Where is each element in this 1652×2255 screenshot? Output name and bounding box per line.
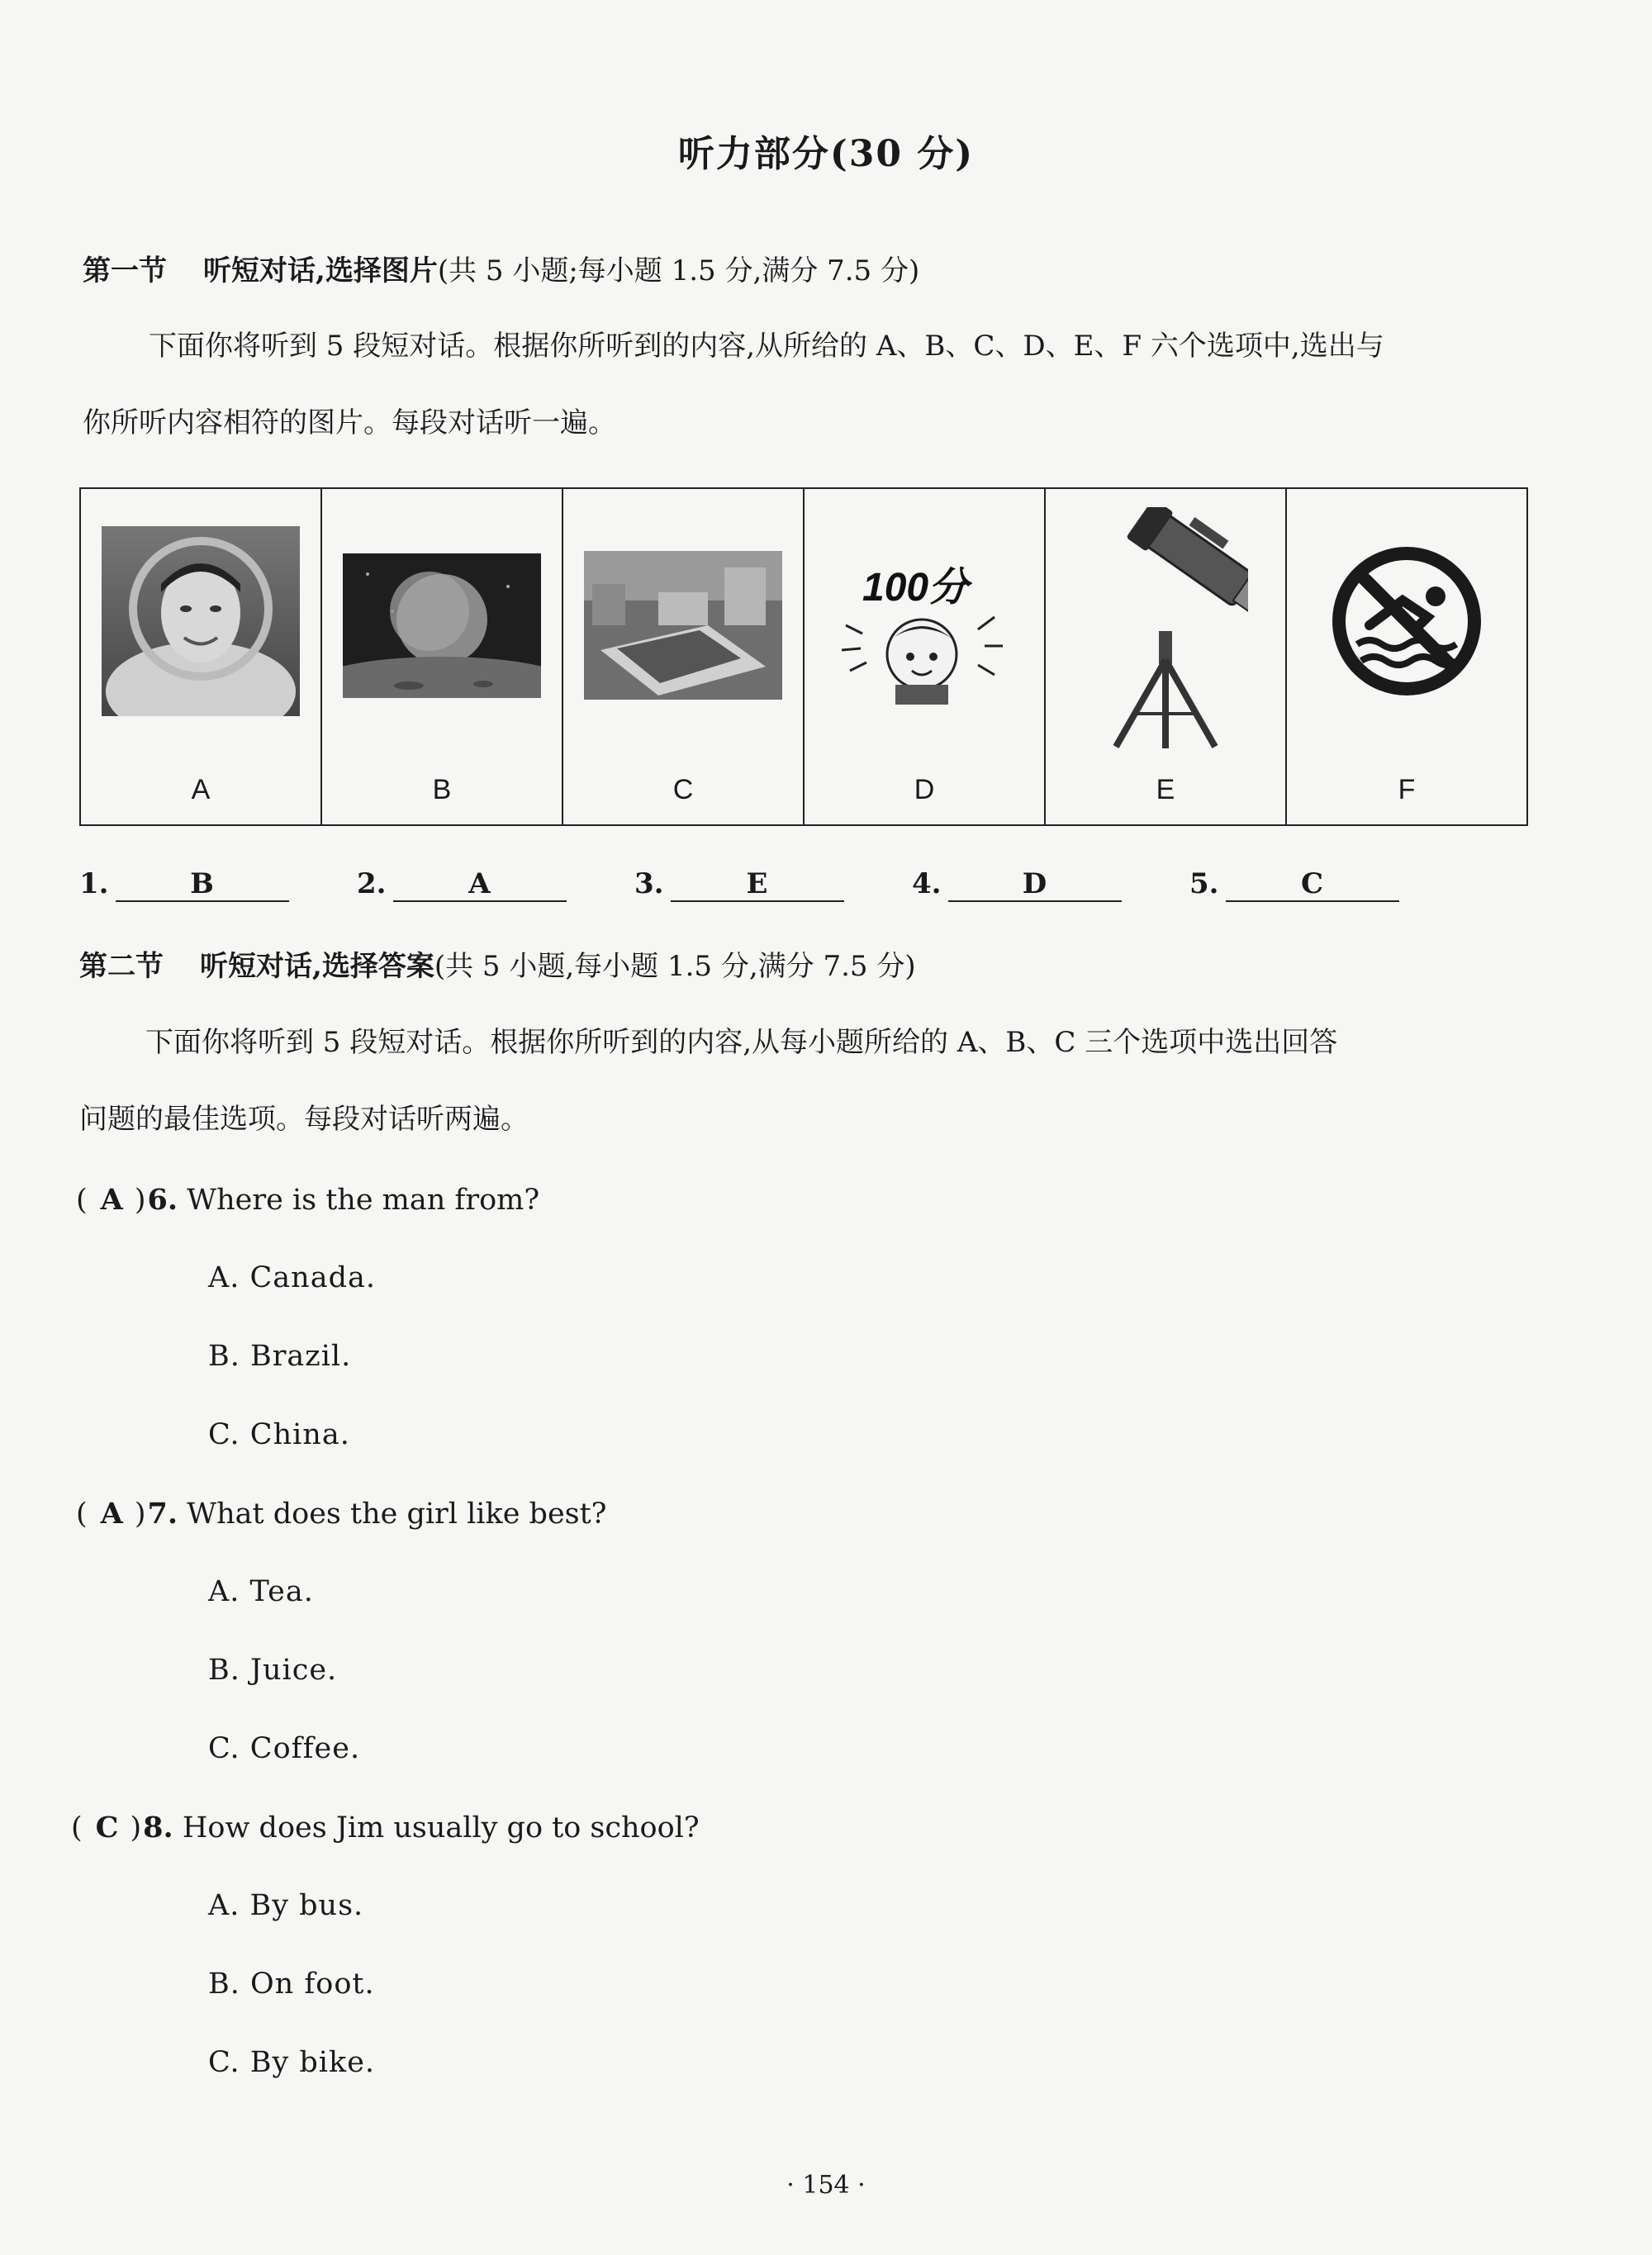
page-title: 听力部分(30 分): [677, 133, 975, 175]
answer-1: [79, 867, 289, 902]
question-6-answer[interactable]: A: [100, 1183, 123, 1217]
section1-number: 第一节: [83, 254, 167, 287]
question-8-option-c[interactable]: C. By bike.: [208, 2046, 376, 2079]
answer-4: [912, 867, 1122, 902]
section2-name: 听短对话,选择答案: [200, 950, 434, 983]
section1-name: 听短对话,选择图片: [203, 254, 438, 287]
answer-5-number: 5.: [1189, 867, 1219, 900]
picture-letter-a: A: [191, 774, 211, 805]
answer-1-number: 1.: [79, 867, 109, 900]
question-8-option-b[interactable]: B. On foot.: [208, 1968, 375, 2001]
question-7: ( A )7. What does the girl like best?: [76, 1497, 607, 1531]
picture-cell-c: [563, 489, 805, 824]
picture-cell-b: [322, 489, 563, 824]
question-7-option-c[interactable]: C. Coffee.: [208, 1732, 361, 1765]
picture-letter-f: F: [1398, 774, 1416, 805]
picture-cell-a: [81, 489, 322, 824]
question-7-option-a[interactable]: A. Tea.: [208, 1575, 314, 1608]
telescope-icon: [1083, 507, 1248, 755]
picture-letter-d: D: [914, 774, 935, 805]
picture-letter-e: E: [1156, 774, 1175, 805]
question-8-option-a[interactable]: A. By bus.: [208, 1889, 364, 1922]
question-6-option-b[interactable]: B. Brazil.: [208, 1340, 352, 1373]
question-6-number: 6.: [147, 1183, 178, 1217]
question-7-option-b[interactable]: B. Juice.: [208, 1654, 338, 1687]
question-6-option-a[interactable]: A. Canada.: [208, 1261, 376, 1294]
page-number: · 154 ·: [786, 2171, 866, 2200]
answer-5: [1189, 867, 1399, 902]
section2-number: 第二节: [79, 950, 164, 983]
picture-cell-f: [1287, 489, 1526, 824]
section2-instruction-line2: 问题的最佳选项。每段对话听两遍。: [79, 1103, 529, 1136]
question-8-number: 8.: [143, 1811, 173, 1844]
question-7-number: 7.: [147, 1497, 178, 1531]
section2-detail: (共 5 小题,每小题 1.5 分,满分 7.5 分): [434, 950, 916, 983]
question-6: ( A )6. Where is the man from?: [76, 1183, 540, 1217]
section1-instruction-line2: 你所听内容相符的图片。每段对话听一遍。: [83, 406, 616, 439]
score-text: 100分: [862, 566, 969, 610]
question-8-text: How does Jim usually go to school?: [182, 1811, 700, 1844]
picture-table: [79, 487, 1528, 826]
answer-2-blank[interactable]: A: [393, 867, 567, 902]
section2-instruction-line1: 下面你将听到 5 段短对话。根据你所听到的内容,从每小题所给的 A、B、C 三个选项中选出回答: [145, 1026, 1338, 1059]
astronaut-photo-icon: [102, 526, 300, 716]
answer-4-number: 4.: [912, 867, 942, 900]
answer-2: [357, 867, 567, 902]
question-7-answer[interactable]: A: [100, 1497, 123, 1531]
answer-3-blank[interactable]: E: [671, 867, 844, 902]
no-swimming-sign-icon: [1324, 539, 1489, 704]
answer-3-number: 3.: [634, 867, 664, 900]
section2-header: [79, 943, 916, 984]
answer-2-number: 2.: [357, 867, 387, 900]
answer-4-blank[interactable]: D: [948, 867, 1122, 902]
section1-instruction-line1: 下面你将听到 5 段短对话。根据你所听到的内容,从所给的 A、B、C、D、E、F 六个选项中,选出与: [149, 330, 1384, 363]
question-6-text: Where is the man from?: [187, 1184, 540, 1217]
picture-letter-c: C: [672, 774, 694, 805]
answer-5-blank[interactable]: C: [1226, 867, 1399, 902]
picture-cell-e: [1046, 489, 1287, 824]
picture-letter-b: B: [432, 774, 452, 805]
answer-1-blank[interactable]: B: [116, 867, 289, 902]
question-6-option-c[interactable]: C. China.: [208, 1418, 350, 1451]
exam-score-cartoon-icon: [829, 551, 1019, 708]
question-8-answer[interactable]: C: [95, 1811, 119, 1844]
answer-row: [79, 867, 1566, 909]
section1-header: [83, 248, 919, 288]
planet-photo-icon: [343, 553, 541, 698]
question-7-text: What does the girl like best?: [187, 1498, 607, 1531]
laptop-photo-icon: [584, 551, 782, 700]
picture-cell-d: [805, 489, 1046, 824]
question-8: ( C )8. How does Jim usually go to school?: [71, 1811, 700, 1844]
answer-3: [634, 867, 844, 902]
section1-detail: (共 5 小题;每小题 1.5 分,满分 7.5 分): [437, 254, 920, 287]
